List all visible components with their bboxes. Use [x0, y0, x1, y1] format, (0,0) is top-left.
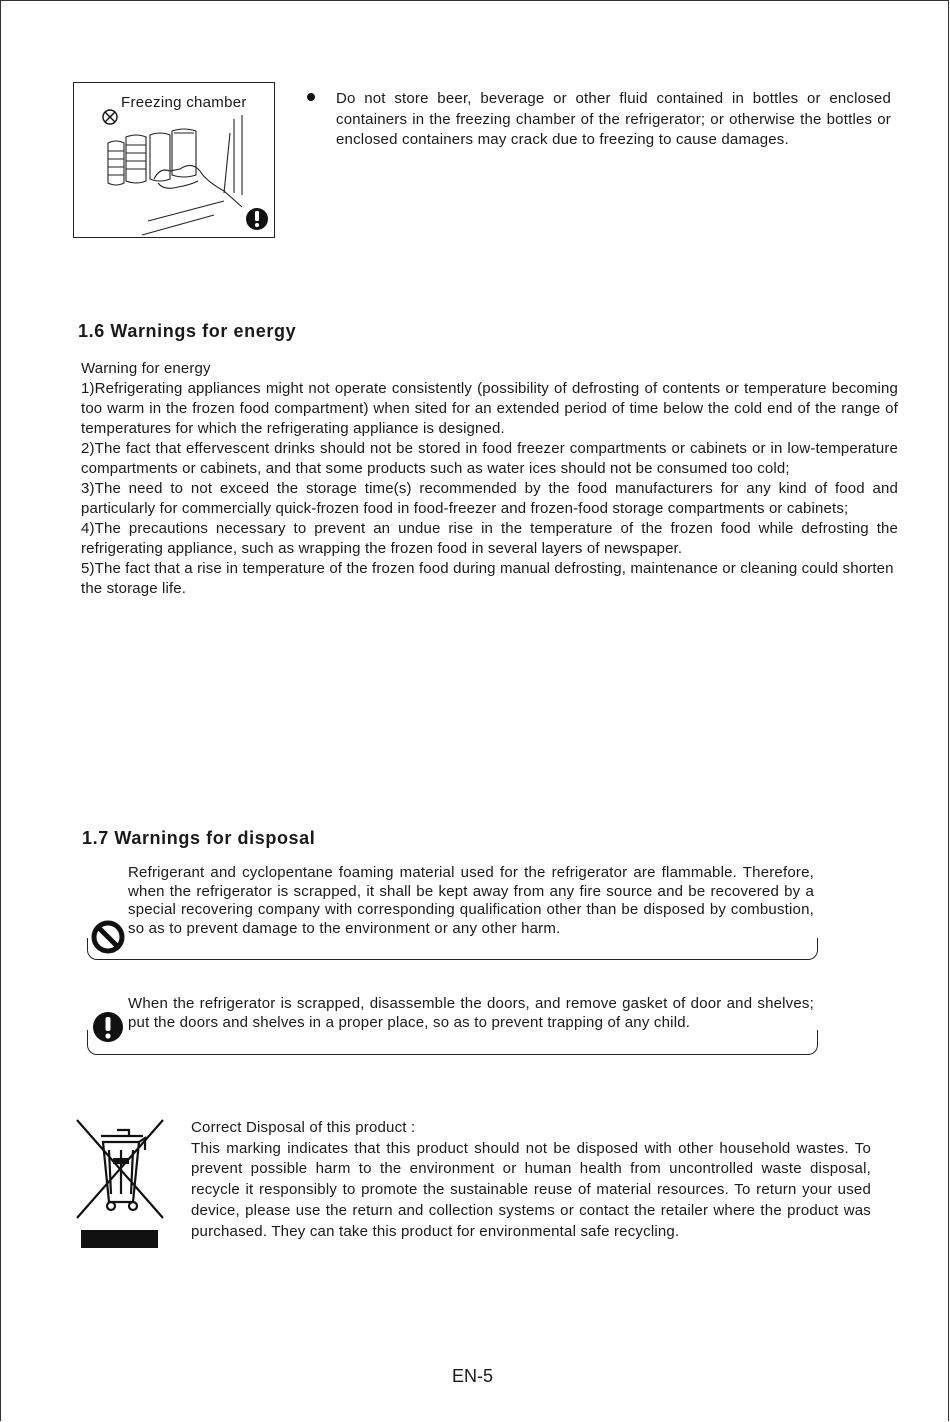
prohibited-icon — [103, 110, 117, 124]
energy-item: 2)The fact that effervescent drinks should not be stored in food freezer compartments or cabinets or in low-temperature compartments or cabinets, and that some products such as water ices should not be consumed too cold; — [81, 440, 898, 477]
crossed-out-bin-icon — [73, 1114, 167, 1226]
beer-warning-text: Do not store beer, beverage or other fluid contained in bottles or enclosed containers in the freezing chamber of the refrigerator; or otherwise the bottles or enclosed containers may crack due to freezing to cause damages. — [336, 90, 891, 148]
freezing-chamber-figure — [73, 82, 275, 238]
child-trap-warning-text: When the refrigerator is scrapped, disassemble the doors, and remove gasket of door and shelves; put the doors and shelves in a proper place, so as to prevent trapping of any child. — [128, 995, 814, 1031]
callout-bracket — [87, 1030, 818, 1055]
weee-bar — [81, 1230, 158, 1248]
section-heading-disposal: 1.7 Warnings for disposal — [82, 828, 316, 848]
caution-icon — [246, 208, 268, 230]
weee-body: This marking indicates that this product should not be disposed with other household wastes. To prevent possible harm to the environment or human health from uncontrolled waste disposal, recycle it responsibly to promote the sustainable reuse of material resources. To return your used device, please use the return and collection systems or contact the retailer where the product was purchased. They can take this product for environmental safe recycling. — [191, 1139, 871, 1240]
energy-subtitle: Warning for energy — [81, 360, 211, 377]
callout-bracket — [87, 938, 818, 960]
flammable-warning-text: Refrigerant and cyclopentane foaming material used for the refrigerator are flammable. Therefore, when the refrigerator is scrapped, it shall be kept away from any fire source and be recovered by a special recovering company with corresponding qualification other than be disposed by combustion, so as to prevent damage to the environment or any other harm. — [128, 864, 814, 938]
energy-item: 3)The need to not exceed the storage time(s) recommended by the food manufacturers for any kind of food and particularly for commercially quick-frozen food in food-freezer and frozen-food storage compartments or cabinets; — [81, 480, 898, 517]
weee-title: Correct Disposal of this product : — [191, 1119, 416, 1136]
caution-icon — [92, 1011, 124, 1043]
energy-item: 1)Refrigerating appliances might not operate consistently (possibility of defrosting of contents or temperature becoming too warm in the frozen food compartment) when sited for an extended period of time below the cold end of the range of temperatures for which the refrigerating appliance is designed. — [81, 380, 898, 437]
energy-item: 5)The fact that a rise in temperature of the frozen food during manual defrosting, maintenance or cleaning could shorten the storage life. — [81, 560, 894, 597]
page-number: EN-5 — [452, 1366, 494, 1386]
bullet-icon — [307, 93, 315, 101]
figure-label: Freezing chamber — [121, 94, 247, 111]
prohibition-icon — [91, 920, 125, 954]
energy-item: 4)The precautions necessary to prevent an undue rise in the temperature of the frozen food while defrosting the refrigerating appliance, such as wrapping the frozen food in several layers of newspaper. — [81, 520, 898, 557]
energy-warnings — [81, 359, 898, 599]
section-heading-energy: 1.6 Warnings for energy — [78, 321, 297, 341]
weee-disposal-text — [191, 1118, 871, 1242]
